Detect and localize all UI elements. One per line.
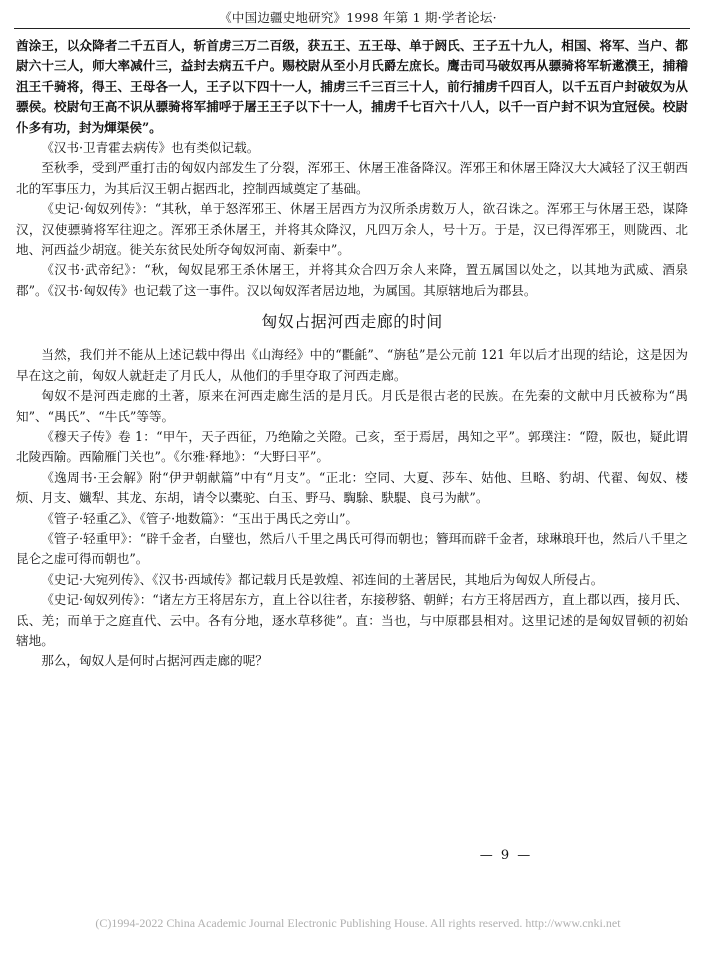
paragraph: 那么，匈奴人是何时占据河西走廊的呢？ bbox=[41, 653, 268, 669]
section-title: 匈奴占据河西走廊的时间 bbox=[261, 312, 443, 332]
paragraph: 酋涂王，以众降者二千五百人，斩首虏三万二百级，获五王、五王母、单于阏氏、王子五十九人，相国、将军、当户、都尉六十三人，师大率减什三，益封去病五千户。赐校尉从至小月氏爵左庶长。鹰击司马破奴再从骠骑将军斩遬濮王，捕稽沮王千骑将，得王、王母各一人，王子以下四十一人，捕虏三千三百三十人，前行捕虏千四百人，以千五百户封破奴为从骠侯。校尉句王高不识从骠骑将军捕呼于屠王王子以下十一人，捕虏千七百六十八人，以千一百户封不识为宜冠侯。校尉仆多有功，封为煇渠侯”。 bbox=[16, 38, 688, 135]
paragraph: 至秋季，受到严重打击的匈奴内部发生了分裂，浑邪王、休屠王准备降汉。浑邪王和休屠王降汉大大减轻了汉王朝西北的军事压力，为其后汉王朝占据西北，控制西域奠定了基础。 bbox=[16, 160, 688, 196]
running-header: 《中国边疆史地研究》1998 年第 1 期·学者论坛· bbox=[219, 10, 497, 25]
paragraph: 《史记·大宛列传》、《汉书·西域传》都记载月氏是敦煌、祁连间的土著居民，其地后为匈奴人所侵占。 bbox=[41, 571, 604, 587]
article-body bbox=[16, 36, 688, 672]
paragraph: 《史记·匈奴列传》：“其秋，单于怒浑邪王、休屠王居西方为汉所杀虏数万人，欲召诛之。浑邪王与休屠王恐，谋降汉，汉使骠骑将军往迎之。浑邪王杀休屠王，并将其众降汉，凡四万余人，号十万。于是，汉已得浑邪王，则陇西、北地、河西益少胡寇。徙关东贫民处所夺匈奴河南、新秦中”。 bbox=[16, 201, 688, 258]
paragraph: 《穆天子传》卷 1：“甲午，天子西征，乃绝隃之关隥。己亥，至于焉居，禺知之平”。郭璞注：“隥，阪也，疑此谓北陵西隃。西隃雁门关也”。《尔雅·释地》：“大野曰平”。 bbox=[16, 428, 688, 465]
paragraph: 《汉书·武帝纪》：“秋，匈奴昆邪王杀休屠王，并将其众合四万余人来降，置五属国以处之，以其地为武威、酒泉郡”。《汉书·匈奴传》也记载了这一事件。汉以匈奴浑者居边地，为属国。其原辖地后为郡县。 bbox=[16, 262, 688, 298]
paragraph: 匈奴不是河西走廊的土著，原来在河西走廊生活的是月氏。月氏是很古老的民族。在先秦的文献中月氏被称为“禺知”、“禺氏”、“牛氏”等等。 bbox=[16, 388, 688, 424]
paragraph: 《史记·匈奴列传》：“诸左方王将居东方，直上谷以往者，东接秽貉、朝鲜；右方王将居西方，直上郡以西，接月氏、氐、羌；而单于之庭直代、云中。各有分地，逐水草移徙”。直：当也，与中原郡县相对。这里记述的是匈奴冒顿的初始辖地。 bbox=[16, 592, 688, 648]
paragraph: 《管子·轻重甲》：“辟千金者，白璧也，然后八千里之禺氏可得而朝也；簪珥而辟千金者，球琳琅玕也，然后八千里之昆仑之虚可得而朝也”。 bbox=[16, 530, 688, 567]
paragraph: 《逸周书·王会解》附“伊尹朝献篇”中有“月支”。“正北：空同、大夏、莎车、姑他、旦略、豹胡、代翟、匈奴、楼烦、月支、孅犁、其龙、东胡，请令以橐驼、白玉、野马、騊駼、駃騠、良弓为献”。 bbox=[16, 469, 688, 506]
paragraph: 当然，我们并不能从上述记载中得出《山海经》中的“氍毹”、“旃毡”是公元前 121 年以后才出现的结论，这是因为早在这之前，匈奴人就赶走了月氏人，从他们的手里夺取了河西走廊。 bbox=[16, 347, 688, 383]
header-rule bbox=[14, 28, 690, 29]
paragraph: 《管子·轻重乙》、《管子·地数篇》：“玉出于禺氏之旁山”。 bbox=[41, 510, 359, 526]
copyright-footer: (C)1994-2022 China Academic Journal Electronic Publishing House. All rights reserved. http://www.cnki.net bbox=[95, 916, 621, 930]
paragraph: 《汉书·卫青霍去病传》也有类似记载。 bbox=[41, 140, 260, 156]
page-number: — 9 — bbox=[479, 848, 533, 863]
